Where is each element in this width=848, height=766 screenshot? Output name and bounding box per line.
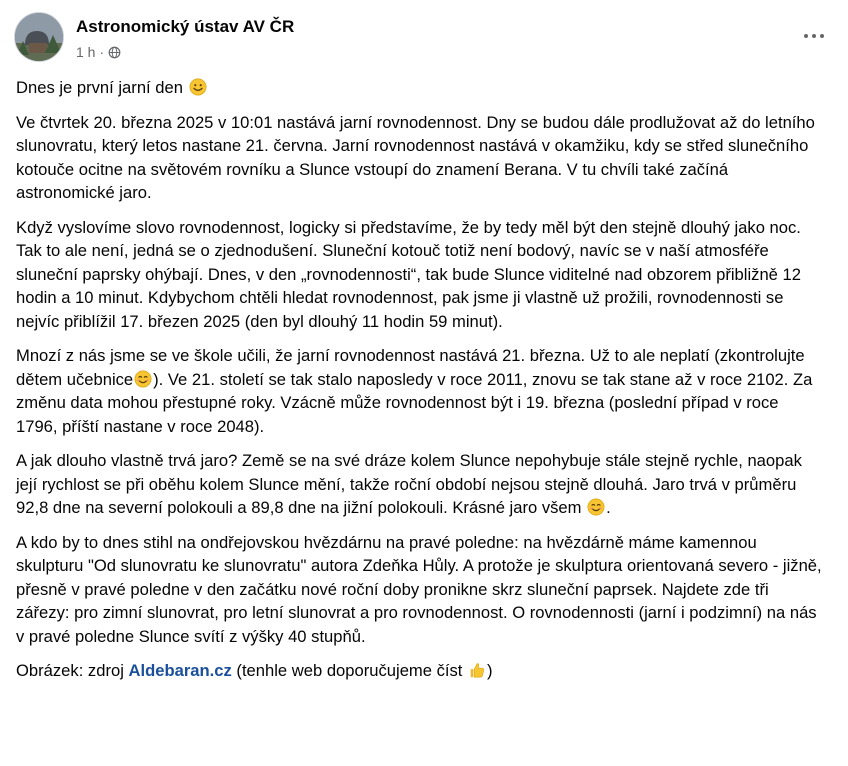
more-dot (812, 34, 816, 38)
page-avatar[interactable] (14, 12, 64, 62)
paragraph-equinox: Ve čtvrtek 20. března 2025 v 10:01 nastává jarní rovnodennost. Dny se budou dále prodlužovat až do letního slunovratu, který letos nastane 21. června. Jarní rovnodennost nastává v okamžiku, kdy se střed slunečního kotouče ocitne na světovém rovníku a Slunce vstoupí do znamení Berana. V tu chvíli také začíná astronomické jaro. (16, 112, 815, 202)
aldebaran-link[interactable]: Aldebaran.cz (128, 661, 232, 680)
paragraph-day-length: Když vyslovíme slovo rovnodennost, logicky si představíme, že by tedy měl být den stejně dlouhý jako noc. Tak to ale není, jedná se o zjednodušení. Sluneční kotouč totiž není bodový, navíc se v naší atmosféře sluneční paprsky ohýbají. Dnes, v den „rovnodennosti“, tak bude Slunce viditelné nad obzorem přibližně 12 hodin a 10 minut. Kdybychom chtěli hledat rovnodennost, pak jsme ji vlastně už prožili, rovnodennosti se nejvíc přiblížil 17. březen 2025 (den byl dlouhý 11 hodin 59 minut). (16, 217, 801, 331)
paragraph-sculpture: A kdo by to dnes stihl na ondřejovskou hvězdárnu na pravé poledne: na hvězdárně máme kamennou skulpturu "Od slunovratu ke slunovratu" autora Zdeňka Hůly. A protože je skulptura orientovaná severo - jižně, přesně v pravé poledne v den začátku nové roční doby pronikne skrz sluneční paprsek. Najdete zde tři zářezy: pro zimní slunovrat, pro letní slunovrat a pro rovnodennost. O rovnodennosti (jarní i podzimní) na nás v pravé poledne Slunce svítí z výšky 40 stupňů. (16, 532, 822, 646)
post-author[interactable]: Astronomický ústav AV ČR (76, 17, 295, 36)
intro-text: Dnes je první jarní den (16, 78, 183, 97)
post-meta (76, 44, 121, 60)
spring-text-b: . (606, 498, 611, 517)
post-time[interactable]: 1 h (76, 44, 96, 60)
more-dot (820, 34, 824, 38)
post-header (14, 12, 834, 64)
observatory-photo-icon (15, 13, 64, 62)
blushing-smile-emoji-icon (587, 498, 605, 516)
school-text-a: Mnozí z nás jsme se ve škole učili, že jarní rovnodennost nastává 21. března. Už to ale neplatí (zkontrolujte dětem učebnice (16, 346, 805, 389)
smiling-face-emoji-icon (189, 78, 207, 96)
spring-text-a: A jak dlouho vlastně trvá jaro? Země se na své dráze kolem Slunce nepohybuje stále stejně rychle, naopak její rychlost se při oběhu kolem Slunce mění, takže roční období nejsou stejně dlouhá. Jaro trvá v průměru 92,8 dne na severní polokouli a 89,8 dne na jižní polokouli. Krásné jaro všem (16, 451, 802, 517)
source-text-a: Obrázek: zdroj (16, 661, 129, 680)
source-text-b: (tenhle web doporučujeme číst (231, 661, 468, 680)
blushing-smile-emoji-icon (134, 370, 152, 388)
globe-icon[interactable] (108, 46, 121, 59)
more-options-button[interactable] (796, 24, 832, 48)
thumbs-up-emoji-icon (468, 661, 486, 679)
paragraph-intro (16, 76, 822, 100)
meta-separator: · (99, 44, 105, 60)
source-text-end: ) (487, 661, 493, 680)
more-dot (804, 34, 808, 38)
paragraph-spring-length (16, 449, 822, 520)
school-text-b: ). Ve 21. století se tak stalo naposledy v roce 2011, znovu se tak stane až v roce 2102. Za změnu data mohou přestupné roky. Vzácně může rovnodennost být i 19. března (poslední případ v roce 1796, příští nastane v roce 2048). (16, 369, 813, 436)
paragraph-source (16, 659, 822, 683)
post-body (16, 76, 822, 694)
paragraph-school (16, 344, 822, 438)
